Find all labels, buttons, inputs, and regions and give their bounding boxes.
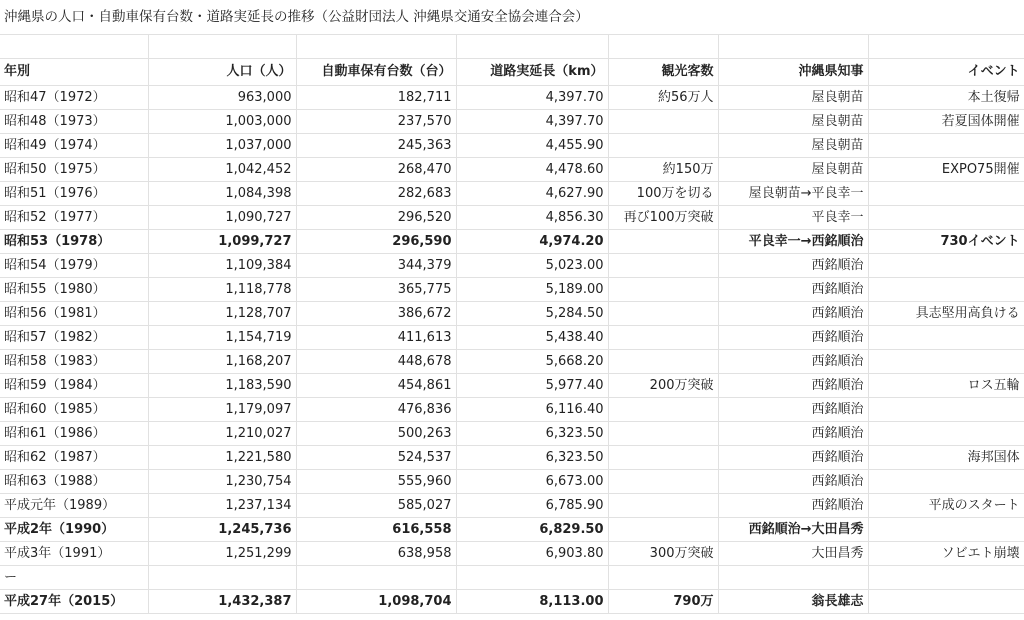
cell-year[interactable]: 昭和49（1974） bbox=[0, 134, 148, 158]
empty-cell[interactable] bbox=[148, 566, 296, 590]
cell-population[interactable]: 1,221,580 bbox=[148, 446, 296, 470]
cell-event[interactable] bbox=[868, 398, 1024, 422]
cell-population[interactable]: 1,037,000 bbox=[148, 134, 296, 158]
table-row bbox=[0, 302, 1024, 326]
cell-road[interactable]: 5,189.00 bbox=[456, 278, 608, 302]
table-row bbox=[0, 374, 1024, 398]
header-population[interactable]: 人口（人） bbox=[148, 59, 296, 86]
cell-road[interactable]: 4,627.90 bbox=[456, 182, 608, 206]
cell-year[interactable]: 昭和60（1985） bbox=[0, 398, 148, 422]
cell-year[interactable]: 昭和54（1979） bbox=[0, 254, 148, 278]
cell-population[interactable]: 1,432,387 bbox=[148, 590, 296, 614]
cell-population[interactable]: 1,090,727 bbox=[148, 206, 296, 230]
table-row bbox=[0, 494, 1024, 518]
cell-year[interactable]: 昭和48（1973） bbox=[0, 110, 148, 134]
cell-road[interactable]: 6,673.00 bbox=[456, 470, 608, 494]
cell-vehicles[interactable]: 638,958 bbox=[296, 542, 456, 566]
table-row bbox=[0, 206, 1024, 230]
cell-tourists[interactable] bbox=[608, 278, 718, 302]
cell-tourists[interactable] bbox=[608, 326, 718, 350]
cell-tourists[interactable]: 約56万人 bbox=[608, 86, 718, 110]
cell-vehicles[interactable]: 268,470 bbox=[296, 158, 456, 182]
cell-population[interactable]: 1,183,590 bbox=[148, 374, 296, 398]
empty-cell[interactable] bbox=[868, 566, 1024, 590]
cell-event[interactable] bbox=[868, 350, 1024, 374]
cell-tourists[interactable]: 100万を切る bbox=[608, 182, 718, 206]
cell-year[interactable]: 昭和55（1980） bbox=[0, 278, 148, 302]
cell-event[interactable] bbox=[868, 326, 1024, 350]
cell-year[interactable]: 昭和63（1988） bbox=[0, 470, 148, 494]
cell-tourists[interactable] bbox=[608, 134, 718, 158]
cell-road[interactable]: 4,856.30 bbox=[456, 206, 608, 230]
cell-road[interactable]: 5,284.50 bbox=[456, 302, 608, 326]
cell-governor[interactable]: 西銘順治 bbox=[718, 278, 868, 302]
header-governor[interactable]: 沖縄県知事 bbox=[718, 59, 868, 86]
cell-population[interactable]: 963,000 bbox=[148, 86, 296, 110]
cell-road[interactable]: 6,116.40 bbox=[456, 398, 608, 422]
cell-governor[interactable]: 西銘順治 bbox=[718, 446, 868, 470]
cell-year[interactable]: 昭和59（1984） bbox=[0, 374, 148, 398]
cell-road[interactable]: 8,113.00 bbox=[456, 590, 608, 614]
cell-event[interactable]: 平成のスタート bbox=[868, 494, 1024, 518]
cell-governor[interactable]: 西銘順治 bbox=[718, 470, 868, 494]
cell-governor[interactable]: 西銘順治 bbox=[718, 398, 868, 422]
continuation-row bbox=[0, 566, 1024, 590]
cell-road[interactable]: 6,829.50 bbox=[456, 518, 608, 542]
header-vehicles[interactable]: 自動車保有台数（台） bbox=[296, 59, 456, 86]
table-row bbox=[0, 590, 1024, 614]
cell-tourists[interactable]: 790万 bbox=[608, 590, 718, 614]
cell-event[interactable] bbox=[868, 182, 1024, 206]
cell-event[interactable]: ロス五輪 bbox=[868, 374, 1024, 398]
cell-road[interactable]: 6,323.50 bbox=[456, 422, 608, 446]
cell-event[interactable]: EXPO75開催 bbox=[868, 158, 1024, 182]
cell-population[interactable]: 1,179,097 bbox=[148, 398, 296, 422]
cell-event[interactable]: 海邦国体 bbox=[868, 446, 1024, 470]
cell-road[interactable]: 4,397.70 bbox=[456, 110, 608, 134]
cell-event[interactable]: 若夏国体開催 bbox=[868, 110, 1024, 134]
cell-population[interactable]: 1,109,384 bbox=[148, 254, 296, 278]
cell-tourists[interactable] bbox=[608, 422, 718, 446]
cell-governor[interactable]: 平良幸一→西銘順治 bbox=[718, 230, 868, 254]
cell-tourists[interactable] bbox=[608, 230, 718, 254]
cell-road[interactable]: 5,438.40 bbox=[456, 326, 608, 350]
cell-year[interactable]: 昭和53（1978） bbox=[0, 230, 148, 254]
cell-year[interactable]: 昭和57（1982） bbox=[0, 326, 148, 350]
cell-population[interactable]: 1,237,134 bbox=[148, 494, 296, 518]
cell-road[interactable]: 6,785.90 bbox=[456, 494, 608, 518]
table-row bbox=[0, 470, 1024, 494]
cell-road[interactable]: 6,323.50 bbox=[456, 446, 608, 470]
cell-event[interactable] bbox=[868, 206, 1024, 230]
cell-year[interactable]: 昭和61（1986） bbox=[0, 422, 148, 446]
table-row bbox=[0, 518, 1024, 542]
table-row bbox=[0, 422, 1024, 446]
table-row bbox=[0, 134, 1024, 158]
cell-governor[interactable]: 西銘順治 bbox=[718, 302, 868, 326]
cell-event[interactable] bbox=[868, 254, 1024, 278]
cell-tourists[interactable] bbox=[608, 518, 718, 542]
cell-vehicles[interactable]: 296,520 bbox=[296, 206, 456, 230]
cell-year[interactable]: 昭和50（1975） bbox=[0, 158, 148, 182]
cell-tourists[interactable] bbox=[608, 494, 718, 518]
cell-tourists[interactable]: 300万突破 bbox=[608, 542, 718, 566]
cell-population[interactable]: 1,230,754 bbox=[148, 470, 296, 494]
table-row bbox=[0, 254, 1024, 278]
cell-vehicles[interactable]: 585,027 bbox=[296, 494, 456, 518]
cell-tourists[interactable] bbox=[608, 446, 718, 470]
cell-governor[interactable]: 大田昌秀 bbox=[718, 542, 868, 566]
cell-event[interactable] bbox=[868, 518, 1024, 542]
table-row bbox=[0, 86, 1024, 110]
header-row bbox=[0, 59, 1024, 86]
cell-population[interactable]: 1,128,707 bbox=[148, 302, 296, 326]
table-row bbox=[0, 542, 1024, 566]
cell-road[interactable]: 4,397.70 bbox=[456, 86, 608, 110]
cell-event[interactable] bbox=[868, 590, 1024, 614]
cell-vehicles[interactable]: 344,379 bbox=[296, 254, 456, 278]
cell-year[interactable]: 平成元年（1989） bbox=[0, 494, 148, 518]
cell-year[interactable]: 昭和52（1977） bbox=[0, 206, 148, 230]
cell-governor[interactable]: 屋良朝苗 bbox=[718, 158, 868, 182]
cell-vehicles[interactable]: 365,775 bbox=[296, 278, 456, 302]
cell-population[interactable]: 1,245,736 bbox=[148, 518, 296, 542]
cell-governor[interactable]: 西銘順治→大田昌秀 bbox=[718, 518, 868, 542]
cell-tourists[interactable] bbox=[608, 254, 718, 278]
header-year[interactable]: 年別 bbox=[0, 59, 148, 86]
cell-vehicles[interactable]: 386,672 bbox=[296, 302, 456, 326]
cell-event[interactable] bbox=[868, 470, 1024, 494]
header-event[interactable]: イベント bbox=[868, 59, 1024, 86]
sheet-title[interactable]: 沖縄県の人口・自動車保有台数・道路実延長の推移（公益財団法人 沖縄県交通安全協会連合会） bbox=[0, 0, 1024, 35]
cell-vehicles[interactable]: 182,711 bbox=[296, 86, 456, 110]
cell-event[interactable]: 730イベント bbox=[868, 230, 1024, 254]
cell-population[interactable]: 1,168,207 bbox=[148, 350, 296, 374]
cell-road[interactable]: 5,023.00 bbox=[456, 254, 608, 278]
cell-governor[interactable]: 西銘順治 bbox=[718, 374, 868, 398]
blank-row bbox=[0, 35, 1024, 59]
cell-year[interactable]: 昭和58（1983） bbox=[0, 350, 148, 374]
cell-tourists[interactable]: 再び100万突破 bbox=[608, 206, 718, 230]
cell-event[interactable]: 本土復帰 bbox=[868, 86, 1024, 110]
cell-vehicles[interactable]: 476,836 bbox=[296, 398, 456, 422]
cell-governor[interactable]: 翁長雄志 bbox=[718, 590, 868, 614]
cell-tourists[interactable] bbox=[608, 350, 718, 374]
cell-road[interactable]: 5,668.20 bbox=[456, 350, 608, 374]
cell-population[interactable]: 1,084,398 bbox=[148, 182, 296, 206]
cell-vehicles[interactable]: 245,363 bbox=[296, 134, 456, 158]
cell-governor[interactable]: 平良幸一 bbox=[718, 206, 868, 230]
table-row bbox=[0, 446, 1024, 470]
cell-vehicles[interactable]: 500,263 bbox=[296, 422, 456, 446]
cell-event[interactable]: 具志堅用高負ける bbox=[868, 302, 1024, 326]
cell-vehicles[interactable]: 454,861 bbox=[296, 374, 456, 398]
table-row bbox=[0, 350, 1024, 374]
table-row bbox=[0, 230, 1024, 254]
cell-vehicles[interactable]: 296,590 bbox=[296, 230, 456, 254]
cell-road[interactable]: 5,977.40 bbox=[456, 374, 608, 398]
table-row bbox=[0, 398, 1024, 422]
table-row bbox=[0, 110, 1024, 134]
cell-tourists[interactable] bbox=[608, 110, 718, 134]
cell-vehicles[interactable]: 448,678 bbox=[296, 350, 456, 374]
header-road[interactable]: 道路実延長（km） bbox=[456, 59, 608, 86]
cell-vehicles[interactable]: 616,558 bbox=[296, 518, 456, 542]
cell-vehicles[interactable]: 237,570 bbox=[296, 110, 456, 134]
cell-population[interactable]: 1,251,299 bbox=[148, 542, 296, 566]
table-row bbox=[0, 182, 1024, 206]
cell-governor[interactable]: 西銘順治 bbox=[718, 254, 868, 278]
cell-road[interactable]: 4,455.90 bbox=[456, 134, 608, 158]
cell-population[interactable]: 1,042,452 bbox=[148, 158, 296, 182]
cell-population[interactable]: 1,210,027 bbox=[148, 422, 296, 446]
cell-year[interactable]: 昭和62（1987） bbox=[0, 446, 148, 470]
cell-event[interactable] bbox=[868, 278, 1024, 302]
cell-vehicles[interactable]: 411,613 bbox=[296, 326, 456, 350]
cell-event[interactable] bbox=[868, 422, 1024, 446]
cell-year[interactable]: 平成27年（2015） bbox=[0, 590, 148, 614]
cell-tourists[interactable]: 200万突破 bbox=[608, 374, 718, 398]
cell-tourists[interactable]: 約150万 bbox=[608, 158, 718, 182]
title-row bbox=[0, 0, 1024, 35]
cell-road[interactable]: 4,974.20 bbox=[456, 230, 608, 254]
cell-year[interactable]: 昭和47（1972） bbox=[0, 86, 148, 110]
cell-vehicles[interactable]: 282,683 bbox=[296, 182, 456, 206]
empty-cell[interactable] bbox=[456, 566, 608, 590]
cell-road[interactable]: 4,478.60 bbox=[456, 158, 608, 182]
table-row bbox=[0, 278, 1024, 302]
cell-governor[interactable]: 屋良朝苗 bbox=[718, 134, 868, 158]
cell-population[interactable]: 1,118,778 bbox=[148, 278, 296, 302]
cell-population[interactable]: 1,003,000 bbox=[148, 110, 296, 134]
cell-vehicles[interactable]: 555,960 bbox=[296, 470, 456, 494]
cell-governor[interactable]: 屋良朝苗→平良幸一 bbox=[718, 182, 868, 206]
continuation-mark[interactable]: ー bbox=[0, 566, 148, 590]
cell-governor[interactable]: 西銘順治 bbox=[718, 494, 868, 518]
cell-governor[interactable]: 屋良朝苗 bbox=[718, 86, 868, 110]
empty-cell[interactable] bbox=[718, 566, 868, 590]
table-row bbox=[0, 326, 1024, 350]
cell-year[interactable]: 昭和56（1981） bbox=[0, 302, 148, 326]
empty-cell[interactable] bbox=[296, 566, 456, 590]
cell-tourists[interactable] bbox=[608, 470, 718, 494]
cell-vehicles[interactable]: 1,098,704 bbox=[296, 590, 456, 614]
cell-governor[interactable]: 屋良朝苗 bbox=[718, 110, 868, 134]
cell-tourists[interactable] bbox=[608, 398, 718, 422]
cell-road[interactable]: 6,903.80 bbox=[456, 542, 608, 566]
header-tourists[interactable]: 観光客数 bbox=[608, 59, 718, 86]
cell-year[interactable]: 昭和51（1976） bbox=[0, 182, 148, 206]
cell-year[interactable]: 平成3年（1991） bbox=[0, 542, 148, 566]
cell-population[interactable]: 1,154,719 bbox=[148, 326, 296, 350]
cell-population[interactable]: 1,099,727 bbox=[148, 230, 296, 254]
table-row bbox=[0, 158, 1024, 182]
cell-governor[interactable]: 西銘順治 bbox=[718, 326, 868, 350]
cell-year[interactable]: 平成2年（1990） bbox=[0, 518, 148, 542]
cell-governor[interactable]: 西銘順治 bbox=[718, 422, 868, 446]
cell-vehicles[interactable]: 524,537 bbox=[296, 446, 456, 470]
empty-cell[interactable] bbox=[608, 566, 718, 590]
cell-governor[interactable]: 西銘順治 bbox=[718, 350, 868, 374]
cell-event[interactable] bbox=[868, 134, 1024, 158]
cell-event[interactable]: ソビエト崩壊 bbox=[868, 542, 1024, 566]
cell-tourists[interactable] bbox=[608, 302, 718, 326]
